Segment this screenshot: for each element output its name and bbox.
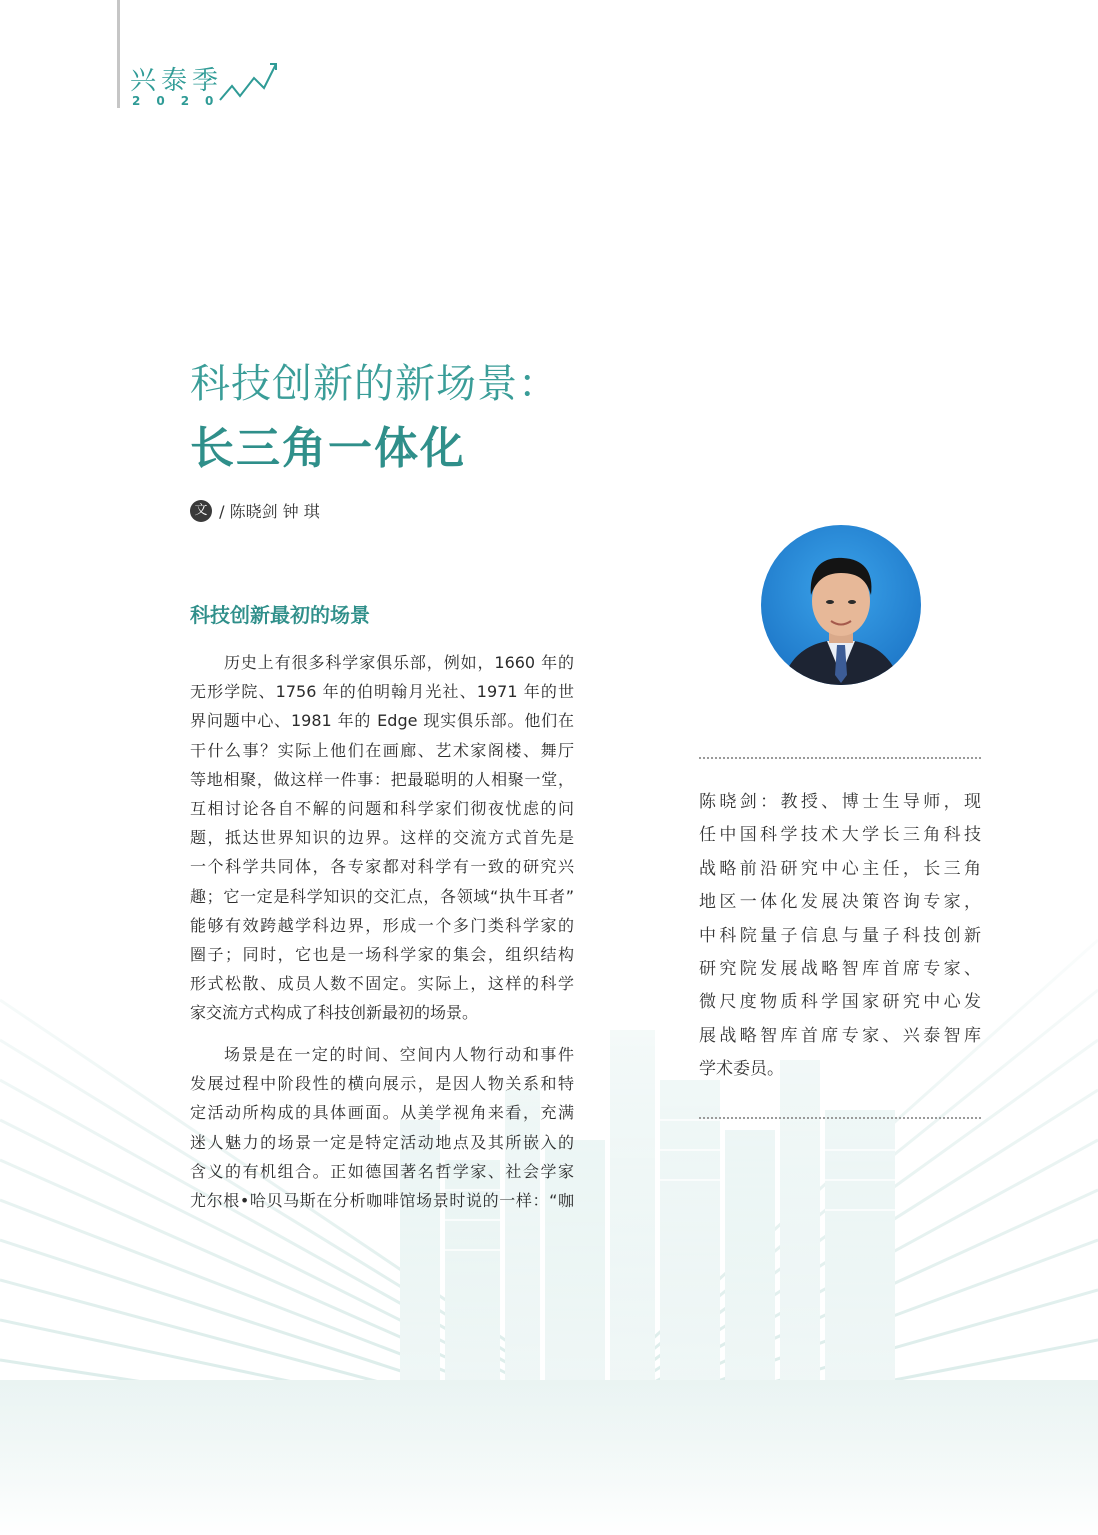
paragraph-line: 无形学院、1756 年的伯明翰月光社、1971 年的世 — [190, 682, 574, 702]
paragraph-line: 题，抵达世界知识的边界。这样的交流方式首先是 — [190, 828, 574, 848]
paragraph-line: 趣；它一定是科学知识的交汇点，各领域“执牛耳者” — [190, 886, 574, 906]
paragraph-line: 能够有效跨越学科边界，形成一个多门类科学家的 — [190, 915, 574, 935]
paragraph-line: 尤尔根•哈贝马斯在分析咖啡馆场景时说的一样：“咖 — [190, 1190, 574, 1210]
logo-year: 2020 — [132, 94, 230, 108]
paragraph-line: 干什么事？实际上他们在画廊、艺术家阁楼、舞厅 — [190, 740, 574, 760]
paragraph-line: 互相讨论各自不解的问题和科学家们彻夜忧虑的问 — [190, 798, 574, 818]
author-portrait — [761, 525, 921, 685]
wen-badge-icon: 文 — [190, 500, 212, 522]
section-heading: 科技创新最初的场景 — [190, 603, 370, 627]
paragraph-line: 界问题中心、1981 年的 Edge 现实俱乐部。他们在 — [190, 711, 574, 731]
bio-top-divider — [699, 757, 981, 759]
header-vertical-rule — [117, 0, 120, 108]
magazine-logo — [130, 60, 280, 114]
paragraph-line: 等地相聚，做这样一件事：把最聪明的人相聚一堂， — [190, 769, 574, 789]
bio-line: 中科院量子信息与量子科技创新 — [699, 925, 981, 946]
bio-line: 展战略智库首席专家、兴泰智库 — [699, 1025, 981, 1046]
paragraph-line: 发展过程中阶段性的横向展示，是因人物关系和特 — [190, 1074, 574, 1094]
paragraph-line: 场景是在一定的时间、空间内人物行动和事件 — [224, 1045, 574, 1064]
byline — [190, 499, 320, 525]
bio-line: 学术委员。 — [699, 1059, 784, 1080]
paragraph-line: 家交流方式构成了科技创新最初的场景。 — [190, 1003, 479, 1023]
paragraph-line: 一个科学共同体，各专家都对科学有一致的研究兴 — [190, 857, 574, 877]
paragraph-1 — [190, 648, 574, 1027]
paragraph-line: 圈子；同时，它也是一场科学家的集会，组织结构 — [190, 944, 574, 964]
paragraph-line: 定活动所构成的具体画面。从美学视角来看，充满 — [190, 1103, 574, 1123]
logo-name: 兴泰季 — [130, 66, 224, 96]
article-title-line2: 长三角一体化 — [190, 423, 466, 474]
bio-line: 战略前沿研究中心主任，长三角 — [699, 858, 981, 879]
byline-authors: / 陈晓剑 钟 琪 — [219, 502, 320, 521]
trend-arrow-icon — [218, 60, 280, 104]
bio-line: 微尺度物质科学国家研究中心发 — [699, 992, 981, 1013]
bio-line: 研究院发展战略智库首席专家、 — [699, 958, 981, 979]
bio-line: 陈晓剑：教授、博士生导师，现 — [699, 792, 981, 812]
paragraph-line: 历史上有很多科学家俱乐部，例如，1660 年的 — [224, 653, 574, 672]
bio-line: 任中国科学技术大学长三角科技 — [699, 825, 981, 846]
paragraph-2 — [190, 1040, 574, 1215]
paragraph-line: 形式松散、成员人数不固定。实际上，这样的科学 — [190, 974, 574, 994]
author-bio — [699, 786, 981, 1087]
bio-line: 地区一体化发展决策咨询专家， — [699, 892, 981, 913]
bio-bottom-divider — [699, 1117, 981, 1119]
article-title-line1: 科技创新的新场景： — [190, 361, 559, 407]
paragraph-line: 迷人魅力的场景一定是特定活动地点及其所嵌入的 — [190, 1132, 574, 1152]
paragraph-line: 含义的有机组合。正如德国著名哲学家、社会学家 — [190, 1161, 574, 1181]
portrait-illustration — [761, 525, 921, 685]
